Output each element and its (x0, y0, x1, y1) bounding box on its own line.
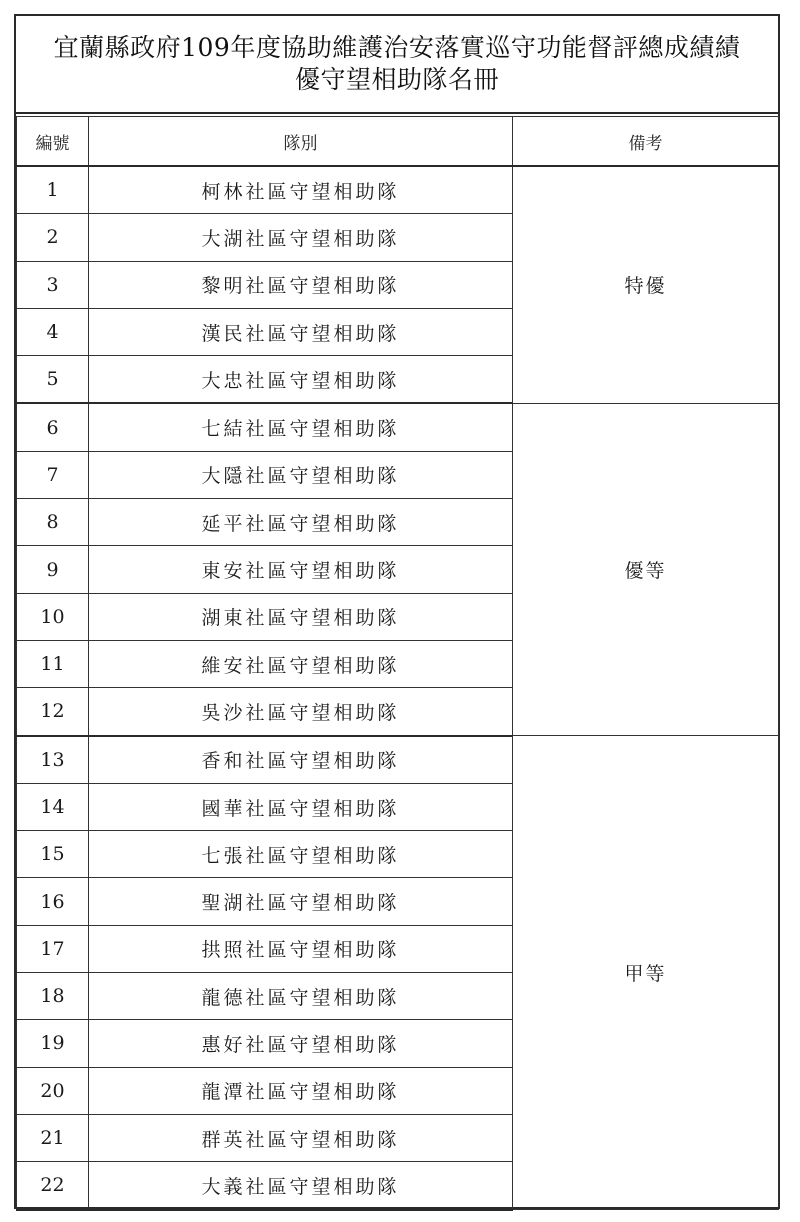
row-number: 21 (17, 1114, 89, 1161)
table-row (17, 403, 779, 451)
group-remark: 特優 (513, 166, 779, 403)
roster-document (14, 14, 780, 1209)
roster-body (17, 166, 779, 1210)
group-remark: 甲等 (513, 736, 779, 1210)
team-name: 國華社區守望相助隊 (89, 783, 513, 830)
row-number: 11 (17, 640, 89, 687)
header-number: 編號 (17, 117, 89, 167)
team-name: 龍德社區守望相助隊 (89, 973, 513, 1020)
table-row (17, 166, 779, 214)
team-name: 七張社區守望相助隊 (89, 831, 513, 878)
row-number: 4 (17, 308, 89, 355)
row-number: 17 (17, 925, 89, 972)
row-number: 16 (17, 878, 89, 925)
row-number: 15 (17, 831, 89, 878)
team-name: 香和社區守望相助隊 (89, 736, 513, 784)
title-line-2: 優守望相助隊名冊 (294, 65, 499, 94)
team-name: 大湖社區守望相助隊 (89, 214, 513, 261)
document-title (16, 16, 778, 114)
table-row (17, 736, 779, 784)
team-name: 聖湖社區守望相助隊 (89, 878, 513, 925)
team-name: 漢民社區守望相助隊 (89, 308, 513, 355)
row-number: 3 (17, 261, 89, 308)
team-name: 群英社區守望相助隊 (89, 1114, 513, 1161)
team-name: 大義社區守望相助隊 (89, 1162, 513, 1210)
row-number: 5 (17, 356, 89, 404)
team-name: 惠好社區守望相助隊 (89, 1020, 513, 1067)
team-name: 七結社區守望相助隊 (89, 403, 513, 451)
team-name: 拱照社區守望相助隊 (89, 925, 513, 972)
row-number: 9 (17, 546, 89, 593)
roster-table (16, 116, 779, 1211)
team-name: 黎明社區守望相助隊 (89, 261, 513, 308)
team-name: 吳沙社區守望相助隊 (89, 688, 513, 736)
team-name: 湖東社區守望相助隊 (89, 593, 513, 640)
team-name: 柯林社區守望相助隊 (89, 166, 513, 214)
row-number: 7 (17, 451, 89, 498)
row-number: 22 (17, 1162, 89, 1210)
team-name: 大隱社區守望相助隊 (89, 451, 513, 498)
row-number: 13 (17, 736, 89, 784)
header-row (17, 117, 779, 167)
row-number: 10 (17, 593, 89, 640)
header-team: 隊別 (89, 117, 513, 167)
team-name: 東安社區守望相助隊 (89, 546, 513, 593)
team-name: 延平社區守望相助隊 (89, 499, 513, 546)
row-number: 18 (17, 973, 89, 1020)
team-name: 維安社區守望相助隊 (89, 640, 513, 687)
row-number: 6 (17, 403, 89, 451)
row-number: 2 (17, 214, 89, 261)
row-number: 19 (17, 1020, 89, 1067)
row-number: 14 (17, 783, 89, 830)
header-remark: 備考 (513, 117, 779, 167)
row-number: 20 (17, 1067, 89, 1114)
row-number: 8 (17, 499, 89, 546)
row-number: 12 (17, 688, 89, 736)
row-number: 1 (17, 166, 89, 214)
group-remark: 優等 (513, 403, 779, 735)
title-line-1: 宜蘭縣政府109年度協助維護治安落實巡守功能督評總成績績 (53, 33, 741, 62)
team-name: 龍潭社區守望相助隊 (89, 1067, 513, 1114)
team-name: 大忠社區守望相助隊 (89, 356, 513, 404)
